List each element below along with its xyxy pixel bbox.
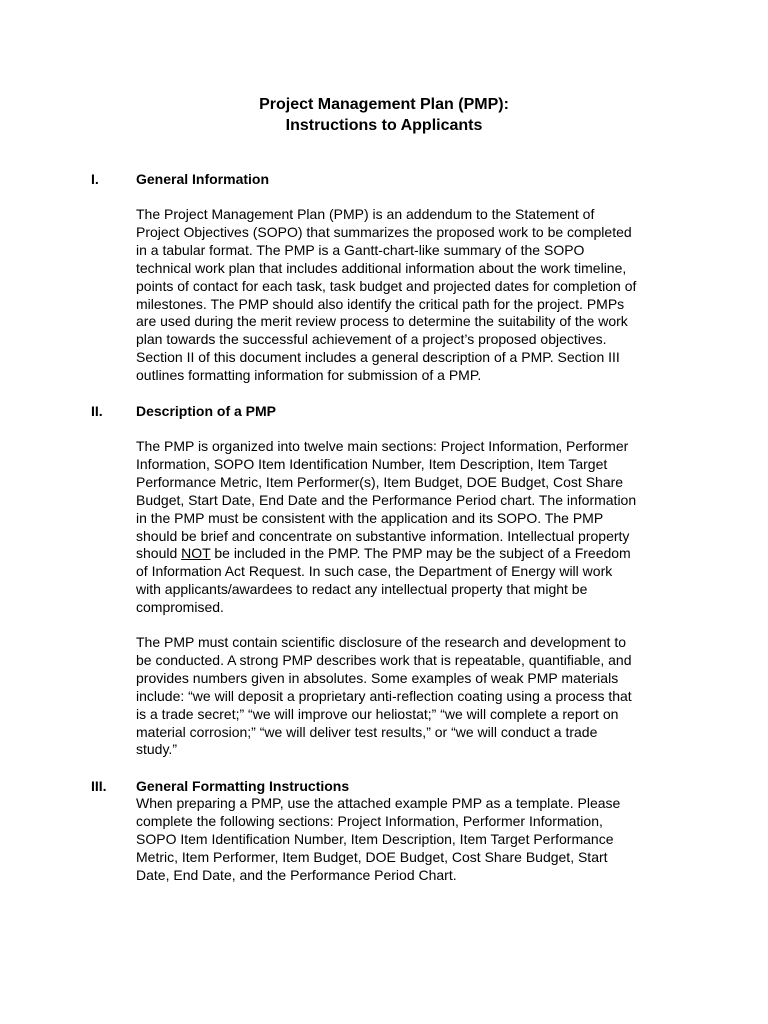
text-line: include: “we will deposit a proprietary anti-reflection coating using a process that bbox=[136, 687, 632, 704]
text-line-underline: should NOT be included in the PMP. The PMP may be the subject of a Freedom bbox=[136, 545, 631, 562]
section-3-heading: General Formatting Instructions bbox=[136, 778, 350, 794]
text-line: should be brief and concentrate on substantive information. Intellectual property bbox=[136, 527, 630, 544]
section-1-paragraph-1 bbox=[136, 206, 681, 385]
text-line: points of contact for each task, task budget and projected dates for completion of bbox=[136, 277, 637, 294]
text-line: provides numbers given in absolutes. Some examples of weak PMP materials bbox=[136, 669, 619, 686]
text-line: The PMP is organized into twelve main sections: Project Information, Performer bbox=[136, 438, 629, 454]
text-line: When preparing a PMP, use the attached example PMP as a template. Please bbox=[136, 795, 621, 811]
section-1-heading: General Information bbox=[136, 171, 270, 187]
text-line: outlines formatting information for submission of a PMP. bbox=[136, 367, 482, 384]
text-line: Date, End Date, and the Performance Period Chart. bbox=[136, 866, 457, 883]
text-line: be conducted. A strong PMP describes work that is repeatable, quantifiable, and bbox=[136, 651, 632, 668]
underlined-not: NOT bbox=[181, 545, 211, 562]
text-line: Information, SOPO Item Identification Number, Item Description, Item Target bbox=[136, 455, 608, 472]
text-line: complete the following sections: Project Information, Performer Information, bbox=[136, 812, 603, 829]
text-line: The PMP must contain scientific disclosure of the research and development to bbox=[136, 634, 626, 650]
text-line: Metric, Item Performer, Item Budget, DOE Budget, Cost Share Budget, Start bbox=[136, 848, 608, 865]
text-line: Performance Metric, Item Performer(s), Item Budget, DOE Budget, Cost Share bbox=[136, 473, 624, 490]
section-2-paragraph-2 bbox=[136, 634, 681, 759]
text-line: of Information Act Request. In such case, the Department of Energy will work bbox=[136, 563, 613, 580]
text-line: SOPO Item Identification Number, Item Description, Item Target Performance bbox=[136, 830, 614, 847]
text-line: plan towards the successful achievement of a project’s proposed objectives. bbox=[136, 331, 607, 348]
text-line: in a tabular format. The PMP is a Gantt-chart-like summary of the SOPO bbox=[136, 241, 585, 258]
text-line: with applicants/awardees to redact any intellectual property that might be bbox=[136, 581, 588, 598]
text-line: The Project Management Plan (PMP) is an addendum to the Statement of bbox=[136, 206, 595, 222]
section-3-numeral: III. bbox=[91, 778, 107, 794]
text-line: in the PMP must be consistent with the application and its SOPO. The PMP bbox=[136, 509, 604, 526]
text-line: material corrosion;” “we will deliver test results,” or “we will conduct a trade bbox=[136, 723, 598, 740]
title-line-2: Instructions to Applicants bbox=[285, 117, 483, 134]
title-line-1: Project Management Plan (PMP): bbox=[259, 96, 509, 113]
section-3-paragraph-1 bbox=[136, 795, 681, 885]
section-2-numeral: II. bbox=[91, 403, 103, 419]
text-line: Project Objectives (SOPO) that summarizes the proposed work to be completed bbox=[136, 223, 632, 240]
text-line: technical work plan that includes additional information about the work timeline, bbox=[136, 259, 627, 276]
text-line: Budget, Start Date, End Date and the Performance Period chart. The information bbox=[136, 491, 637, 508]
text-line: compromised. bbox=[136, 599, 224, 616]
text-line: study.” bbox=[136, 741, 177, 758]
section-1-numeral: I. bbox=[91, 171, 99, 187]
section-2-paragraph-1 bbox=[136, 438, 681, 617]
text-line: is a trade secret;” “we will improve our heliostat;” “we will complete a report on bbox=[136, 705, 619, 722]
text-line: Section II of this document includes a general description of a PMP. Section III bbox=[136, 349, 620, 366]
text-line: milestones. The PMP should also identify the critical path for the project. PMPs bbox=[136, 295, 625, 312]
section-2-heading: Description of a PMP bbox=[136, 403, 277, 419]
page-title bbox=[0, 94, 768, 136]
text-line: are used during the merit review process to determine the suitability of the work bbox=[136, 313, 628, 330]
